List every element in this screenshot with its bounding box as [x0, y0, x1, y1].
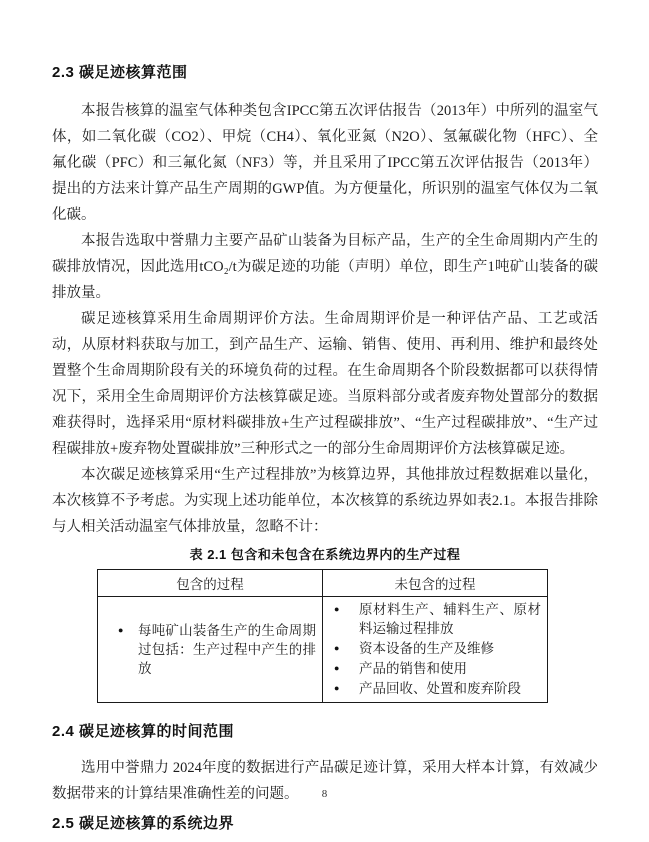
included-list [104, 621, 316, 678]
excluded-item-text: 产品回收、处置和废弃阶段 [359, 681, 521, 696]
system-boundary-table [97, 569, 548, 703]
excluded-list [329, 600, 541, 698]
paragraph-ghg-types: 本报告核算的温室气体种类包含IPCC第五次评估报告（2013年）中所列的温室气体，如二氧化碳（CO2）、甲烷（CH4）、氧化亚氮（N2O）、氢氟碳化物（HFC）、全氟化碳（PFC）和三氟化氮（NF3）等，并且采用了IPCC第五次评估报告（2013年）提出的方法来计算产品生产周期的GWP值。为方便量化，所识别的温室气体仅为二氧化碳。 [52, 103, 598, 223]
list-item [329, 659, 541, 678]
bullet-icon: ● [334, 663, 340, 673]
section-heading-2-4: 2.4 碳足迹核算的时间范围 [52, 723, 235, 740]
bullet-icon: ● [118, 624, 124, 635]
excluded-cell [323, 597, 548, 703]
section-heading-2-5: 2.5 碳足迹核算的系统边界 [52, 815, 235, 832]
paragraph-time-range: 选用中誉鼎力 2024年度的数据进行产品碳足迹计算，采用大样本计算，有效减少数据带来的计算结果准确性差的问题。 [52, 760, 598, 802]
section-heading-2-3: 2.3 碳足迹核算范围 [52, 64, 188, 81]
excluded-item-text: 资本设备的生产及维修 [359, 641, 494, 656]
paragraph-functional-unit: 本报告选取中誉鼎力主要产品矿山装备为目标产品，生产的全生命周期内产生的碳排放情况，因此选用tCO₂/t为碳足迹的功能（声明）单位，即生产1吨矿山装备的碳排放量。 [52, 233, 598, 301]
bullet-icon: ● [334, 604, 340, 614]
included-column-header: 包含的过程 [98, 570, 323, 597]
excluded-item-text: 产品的销售和使用 [359, 661, 467, 676]
list-item [329, 639, 541, 658]
page-content [52, 62, 598, 835]
paragraph-boundary: 本次碳足迹核算采用“生产过程排放”为核算边界，其他排放过程数据难以量化，本次核算不予考虑。为实现上述功能单位，本次核算的系统边界如表2.1。本报告排除与人相关活动温室气体排放量，忽略不计： [52, 467, 598, 535]
included-item-text: 每吨矿山装备生产的生命周期过包括：生产过程中产生的排放 [138, 622, 316, 676]
included-cell [98, 597, 323, 703]
table-header-row [98, 570, 548, 597]
bullet-icon: ● [334, 683, 340, 693]
bullet-icon: ● [334, 643, 340, 653]
table-body-row [98, 597, 548, 703]
list-item [104, 621, 316, 678]
excluded-column-header: 未包含的过程 [323, 570, 548, 597]
table-caption: 表 2.1 包含和未包含在系统边界内的生产过程 [189, 547, 461, 562]
page-number: 8 [321, 788, 328, 800]
list-item [329, 679, 541, 698]
excluded-item-text: 原材料生产、辅料生产、原材料运输过程排放 [359, 602, 541, 636]
paragraph-lca-method: 碳足迹核算采用生命周期评价方法。生命周期评价是一种评估产品、工艺或活动，从原材料获取与加工，到产品生产、运输、销售、使用、再利用、维护和最终处置整个生命周期阶段有关的环境负荷的过程。在生命周期各个阶段数据都可以获得情况下，采用全生命周期评价方法核算碳足迹。当原料部分或者废弃物处置部分的数据难获得时，选择采用“原材料碳排放+生产过程碳排放”、“生产过程碳排放”、“生产过程碳排放+废弃物处置碳排放”三种形式之一的部分生命周期评价方法核算碳足迹。 [52, 311, 598, 457]
list-item [329, 600, 541, 638]
